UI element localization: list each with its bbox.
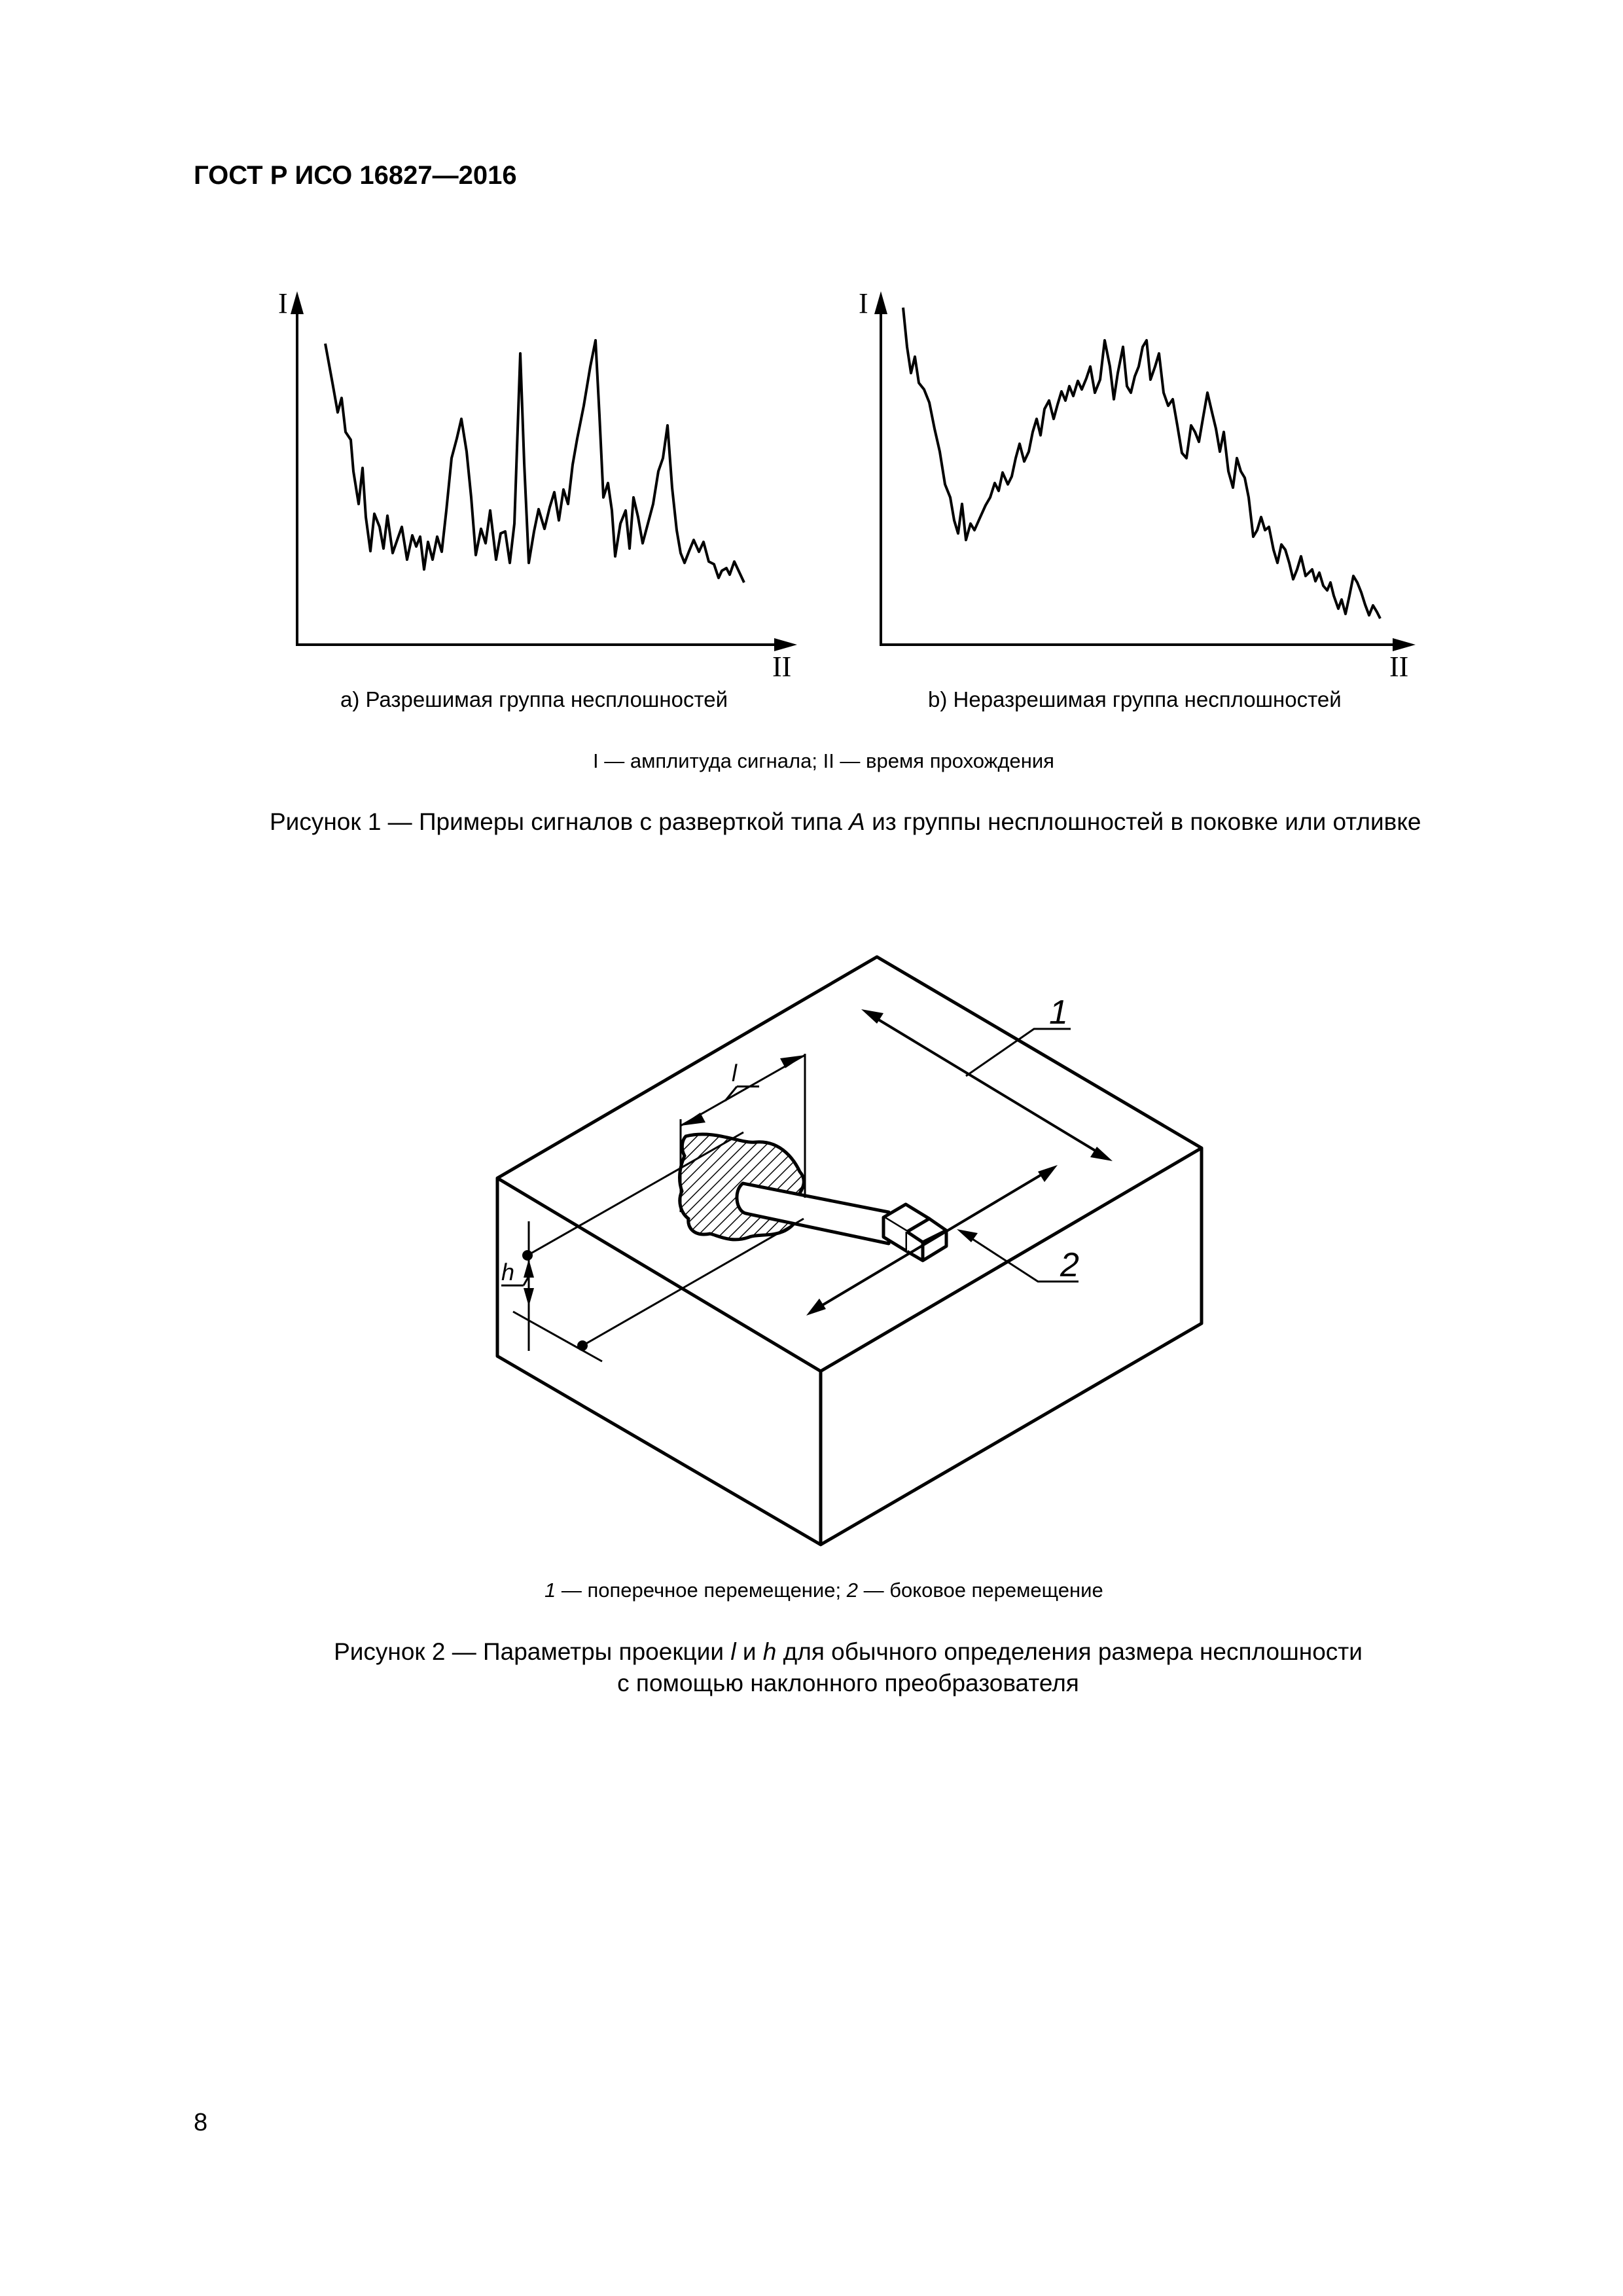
figure2-caption-var1: l (730, 1638, 736, 1665)
projection-point-bottom (577, 1340, 588, 1351)
chart-a-y-arrow (291, 291, 304, 314)
figure2-legend-t1: — поперечное перемещение; (556, 1579, 847, 1602)
figure2-legend-t2: — боковое перемещение (857, 1579, 1103, 1602)
chart-a-y-label: I (278, 287, 288, 319)
figure2-caption-var2: h (762, 1638, 777, 1665)
block-right-face (821, 1148, 1202, 1545)
figure1-caption-prefix: Рисунок 1 — Примеры сигналов с разверткой типа (270, 808, 849, 835)
figure2-caption (325, 1636, 1372, 1699)
figure2-caption-prefix: Рисунок 2 — Параметры проекции (334, 1638, 731, 1665)
figure2-legend (544, 1579, 1103, 1602)
figure2-caption-suffix: для обычного определения размера несплошности (776, 1638, 1363, 1665)
block-outline (497, 957, 1202, 1371)
chart-a-x-arrow (774, 638, 797, 651)
figure2-legend-n2: 2 (846, 1579, 858, 1602)
dimension-h-label: h (501, 1259, 515, 1285)
figure2-caption-line1 (325, 1636, 1372, 1668)
chart-b-subtitle: b) Неразрешимая группа несплошностей (928, 687, 1342, 711)
figure1-caption-suffix: из группы несплошностей в поковке или отливке (865, 808, 1421, 835)
chart-b-signal-line (903, 308, 1380, 619)
chart-a-x-label: II (772, 651, 792, 683)
callout-1-leader (966, 1029, 1071, 1076)
chart-b-y-label: I (859, 287, 868, 319)
block-diagram (497, 957, 1202, 1545)
page-number: 8 (194, 2109, 208, 2136)
figure1-caption-var: A (849, 808, 865, 835)
callout-1-label: 1 (1049, 994, 1068, 1031)
figure1-legend: I — амплитуда сигнала; II — время прохождения (593, 749, 1054, 772)
probe-transducer (883, 1204, 946, 1261)
figure1-caption (270, 806, 1421, 838)
figure2-caption-line2: с помощью наклонного преобразователя (617, 1670, 1079, 1696)
transverse-movement-arrow (861, 1009, 1113, 1161)
projection-point-top (522, 1250, 533, 1261)
dimension-l-label: l (732, 1060, 737, 1086)
dimension-h-arrow-up (524, 1259, 534, 1278)
chart-b-y-arrow (874, 291, 887, 314)
callout-2-label: 2 (1060, 1246, 1079, 1284)
document-header: ГОСТ Р ИСО 16827—2016 (194, 161, 517, 190)
chart-a-signal-line (325, 340, 744, 583)
chart-b-x-label: II (1389, 651, 1409, 683)
dimension-h-arrow-down (524, 1288, 534, 1306)
lateral-movement-arrow (806, 1165, 1058, 1316)
chart-a-subtitle: a) Разрешимая группа несплошностей (340, 687, 728, 711)
chart-a (278, 287, 797, 683)
figure2-legend-n1: 1 (544, 1579, 556, 1602)
chart-b-x-arrow (1393, 638, 1416, 651)
chart-b (859, 287, 1416, 683)
figure2-caption-mid: и (736, 1638, 763, 1665)
